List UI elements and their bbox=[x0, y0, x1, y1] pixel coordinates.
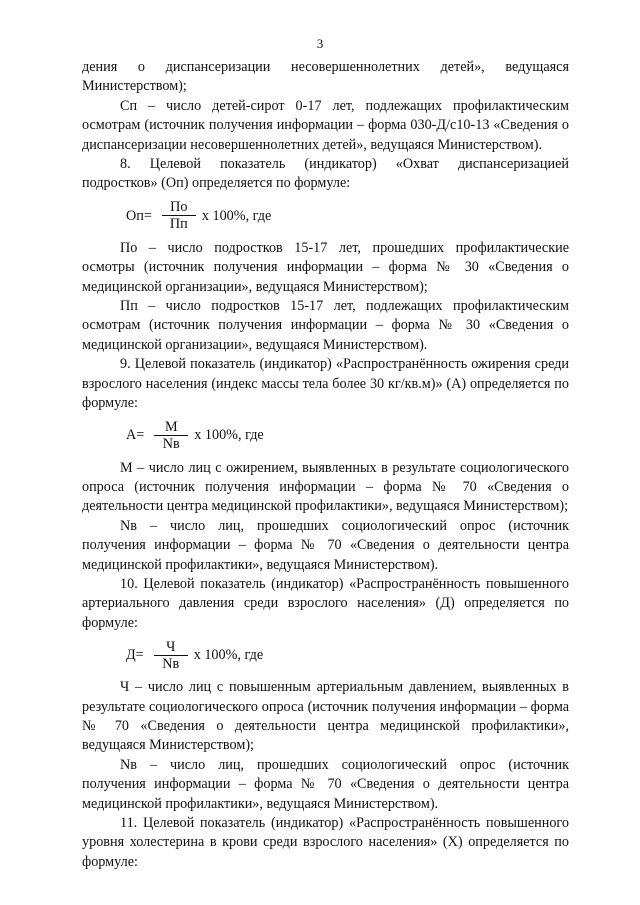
paragraph-continuation: дения о диспансеризации несовершеннолетних детей», ведущаяся Министерством); bbox=[82, 59, 569, 95]
formula-rhs: х 100%, где bbox=[193, 646, 264, 663]
page-number: 3 bbox=[316, 36, 324, 51]
paragraph-m-definition: М – число лиц с ожирением, выявленных в результате социологического опроса (источник получения информации – форма № 70 «Сведения о деятельности центра медицинской профилактики», ведущаяся Министерством); bbox=[82, 459, 569, 515]
formula-fraction bbox=[154, 639, 188, 673]
formula-fraction bbox=[162, 199, 196, 233]
formula-numerator: М bbox=[164, 419, 178, 435]
formula-denominator: Nв bbox=[162, 436, 180, 452]
paragraph-pp-definition: Пп – число подростков 15-17 лет, подлежащих профилактическим осмотрам (источник получения информации – форма № 30 «Сведения о медицинской организации», ведущаяся Министерством). bbox=[82, 298, 569, 353]
formula-op bbox=[82, 193, 569, 240]
paragraph-indicator-11: 11. Целевой показатель (индикатор) «Распространённость повышенного уровня холестерина в крови среди взрослого населения» (Х) определяется по формуле: bbox=[82, 815, 569, 870]
paragraph-po-definition: По – число подростков 15-17 лет, прошедших профилактические осмотры (источник получения информации – форма № 30 «Сведения о медицинской организации», ведущаяся Министерством); bbox=[82, 239, 569, 295]
formula-numerator: По bbox=[170, 199, 188, 216]
paragraph-indicator-9: 9. Целевой показатель (индикатор) «Распространённость ожирения среди взрослого населения (индекс массы тела более 30 кг/кв.м)» (А) определяется по формуле: bbox=[82, 356, 569, 412]
formula-rhs: х 100%, где bbox=[201, 207, 272, 224]
paragraph-indicator-10: 10. Целевой показатель (индикатор) «Распространённость повышенного артериального давления среди взрослого населения» (Д) определяется по формуле: bbox=[82, 575, 569, 631]
paragraph-nv-definition-2: Nв – число лиц, прошедших социологический опрос (источник получения информации – форма № 70 «Сведения о деятельности центра медицинской профилактики», ведущаяся Министерством). bbox=[82, 756, 569, 812]
paragraph-sp-definition: Сп – число детей-сирот 0-17 лет, подлежащих профилактическим осмотрам (источник получения информации – форма 030-Д/с10-13 «Сведения о диспансеризации несовершеннолетних детей», ведущаяся Министерством). bbox=[82, 97, 569, 153]
formula-lhs: Оп= bbox=[126, 207, 152, 224]
formula-d bbox=[82, 632, 569, 679]
formula-lhs: А= bbox=[126, 427, 145, 444]
formula-fraction bbox=[154, 419, 188, 453]
formula-denominator: Пп bbox=[169, 216, 188, 233]
paragraph-nv-definition: Nв – число лиц, прошедших социологический опрос (источник получения информации – форма № 70 «Сведения о деятельности центра медицинской профилактики», ведущаяся Министерством). bbox=[82, 517, 569, 573]
document-body bbox=[82, 58, 569, 872]
paragraph-indicator-8: 8. Целевой показатель (индикатор) «Охват диспансеризацией подростков» (Оп) определяется по формуле: bbox=[82, 156, 569, 192]
paragraph-ch-definition: Ч – число лиц с повышенным артериальным давлением, выявленных в результате социологического опроса (источник получения информации – форма № 70 «Сведения о деятельности центра медицинской профилактики», ведущаяся Министерством); bbox=[82, 679, 569, 754]
formula-a bbox=[82, 413, 569, 460]
formula-numerator: Ч bbox=[166, 638, 176, 655]
formula-rhs: х 100%, где bbox=[194, 427, 264, 444]
formula-lhs: Д= bbox=[126, 646, 144, 663]
formula-denominator: Nв bbox=[162, 655, 180, 672]
